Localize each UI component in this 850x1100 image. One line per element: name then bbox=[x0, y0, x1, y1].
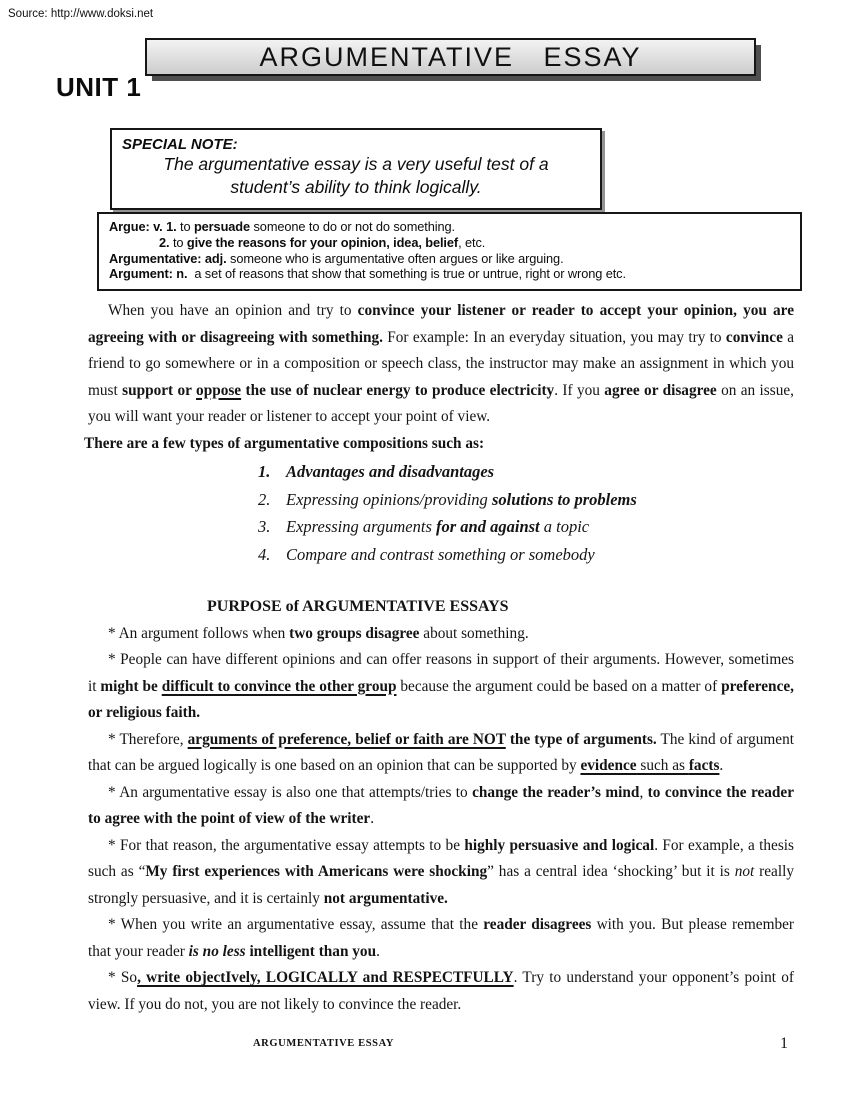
item-number: 4. bbox=[258, 544, 271, 564]
special-note-box bbox=[110, 128, 602, 210]
note-heading: SPECIAL NOTE: bbox=[122, 136, 238, 153]
document-body bbox=[84, 298, 794, 1018]
note-line-2: student’s ability to think logically. bbox=[230, 177, 482, 197]
bullet-paragraph: * An argumentative essay is also one that attempts/tries to change the reader’s mind, to convince the reader to agree with the point of view of the writer. bbox=[88, 783, 794, 827]
definitions-box bbox=[97, 212, 802, 291]
list-item bbox=[258, 486, 794, 514]
banner-title: ARGUMENTATIVE ESSAY bbox=[259, 41, 642, 72]
item-number: 1. bbox=[258, 462, 271, 481]
item-number: 2. bbox=[258, 489, 271, 509]
bullet-paragraph: * So, write objectIvely, LOGICALLY and RESPECTFULLY. Try to understand your opponent’s point of view. If you do not, you are not likely to convince the reader. bbox=[88, 969, 794, 1013]
item-text: Expressing arguments for and against a topic bbox=[286, 517, 590, 536]
intro-paragraph: When you have an opinion and try to convince your listener or reader to accept your opinion, you are agreeing with or disagreeing with something. For example: In an everyday situation, you may try to convince a friend to go somewhere or in a composition or speech class, the instructor may make an assignment in which you must support or oppose the use of nuclear energy to produce electricity. If you agree or disagree on an issue, you will want your reader or listener to accept your point of view. bbox=[88, 302, 794, 425]
types-intro: There are a few types of argumentative compositions such as: bbox=[84, 434, 485, 452]
definition-line-argue-2: 2. to give the reasons for your opinion, idea, belief, etc. bbox=[159, 234, 486, 250]
title-banner bbox=[145, 38, 756, 76]
bullet-paragraph: * For that reason, the argumentative essay attempts to be highly persuasive and logical. For example, a thesis such as “My first experiences with Americans were shocking” has a central idea ‘shocking’ but it is not really strongly persuasive, and it is certainly not argumentative. bbox=[88, 836, 794, 907]
bullet-paragraph: * Therefore, arguments of preference, belief or faith are NOT the type of arguments. The kind of argument that can be argued logically is one based on an opinion that can be supported by evidence such as facts. bbox=[88, 730, 794, 774]
definition-line-argue-1: Argue: v. 1. to persuade someone to do or not do something. bbox=[109, 219, 455, 234]
definition-line-argumentative: Argumentative: adj. someone who is argumentative often argues or like arguing. bbox=[109, 250, 564, 266]
item-text: Advantages and disadvantages bbox=[286, 462, 495, 481]
item-number: 3. bbox=[258, 517, 271, 536]
list-item bbox=[258, 541, 794, 569]
item-text: Compare and contrast something or somebody bbox=[286, 544, 595, 564]
list-item bbox=[258, 458, 794, 486]
bullet-paragraph: * An argument follows when two groups disagree about something. bbox=[108, 624, 529, 642]
footer-running-title: ARGUMENTATIVE ESSAY bbox=[253, 1038, 395, 1049]
unit-label: UNIT 1 bbox=[56, 72, 142, 102]
definition-line-argument: Argument: n. a set of reasons that show that something is true or untrue, right or wrong etc. bbox=[109, 266, 626, 282]
bullet-paragraph: * People can have different opinions and can offer reasons in support of their arguments. However, sometimes it might be difficult to convince the other group because the argument could be based on a matter of preference, or religious faith. bbox=[88, 651, 794, 721]
footer-page-number: 1 bbox=[780, 1035, 788, 1052]
list-item bbox=[258, 513, 794, 541]
source-line: Source: http://www.doksi.net bbox=[8, 8, 154, 20]
purpose-heading: PURPOSE of ARGUMENTATIVE ESSAYS bbox=[207, 598, 509, 615]
types-list bbox=[258, 458, 794, 568]
item-text: Expressing opinions/providing solutions to problems bbox=[286, 489, 637, 509]
bullet-paragraph: * When you write an argumentative essay, assume that the reader disagrees with you. But please remember that your reader is no less intelligent than you. bbox=[88, 916, 794, 960]
note-line-1: The argumentative essay is a very useful test of a bbox=[163, 154, 549, 174]
